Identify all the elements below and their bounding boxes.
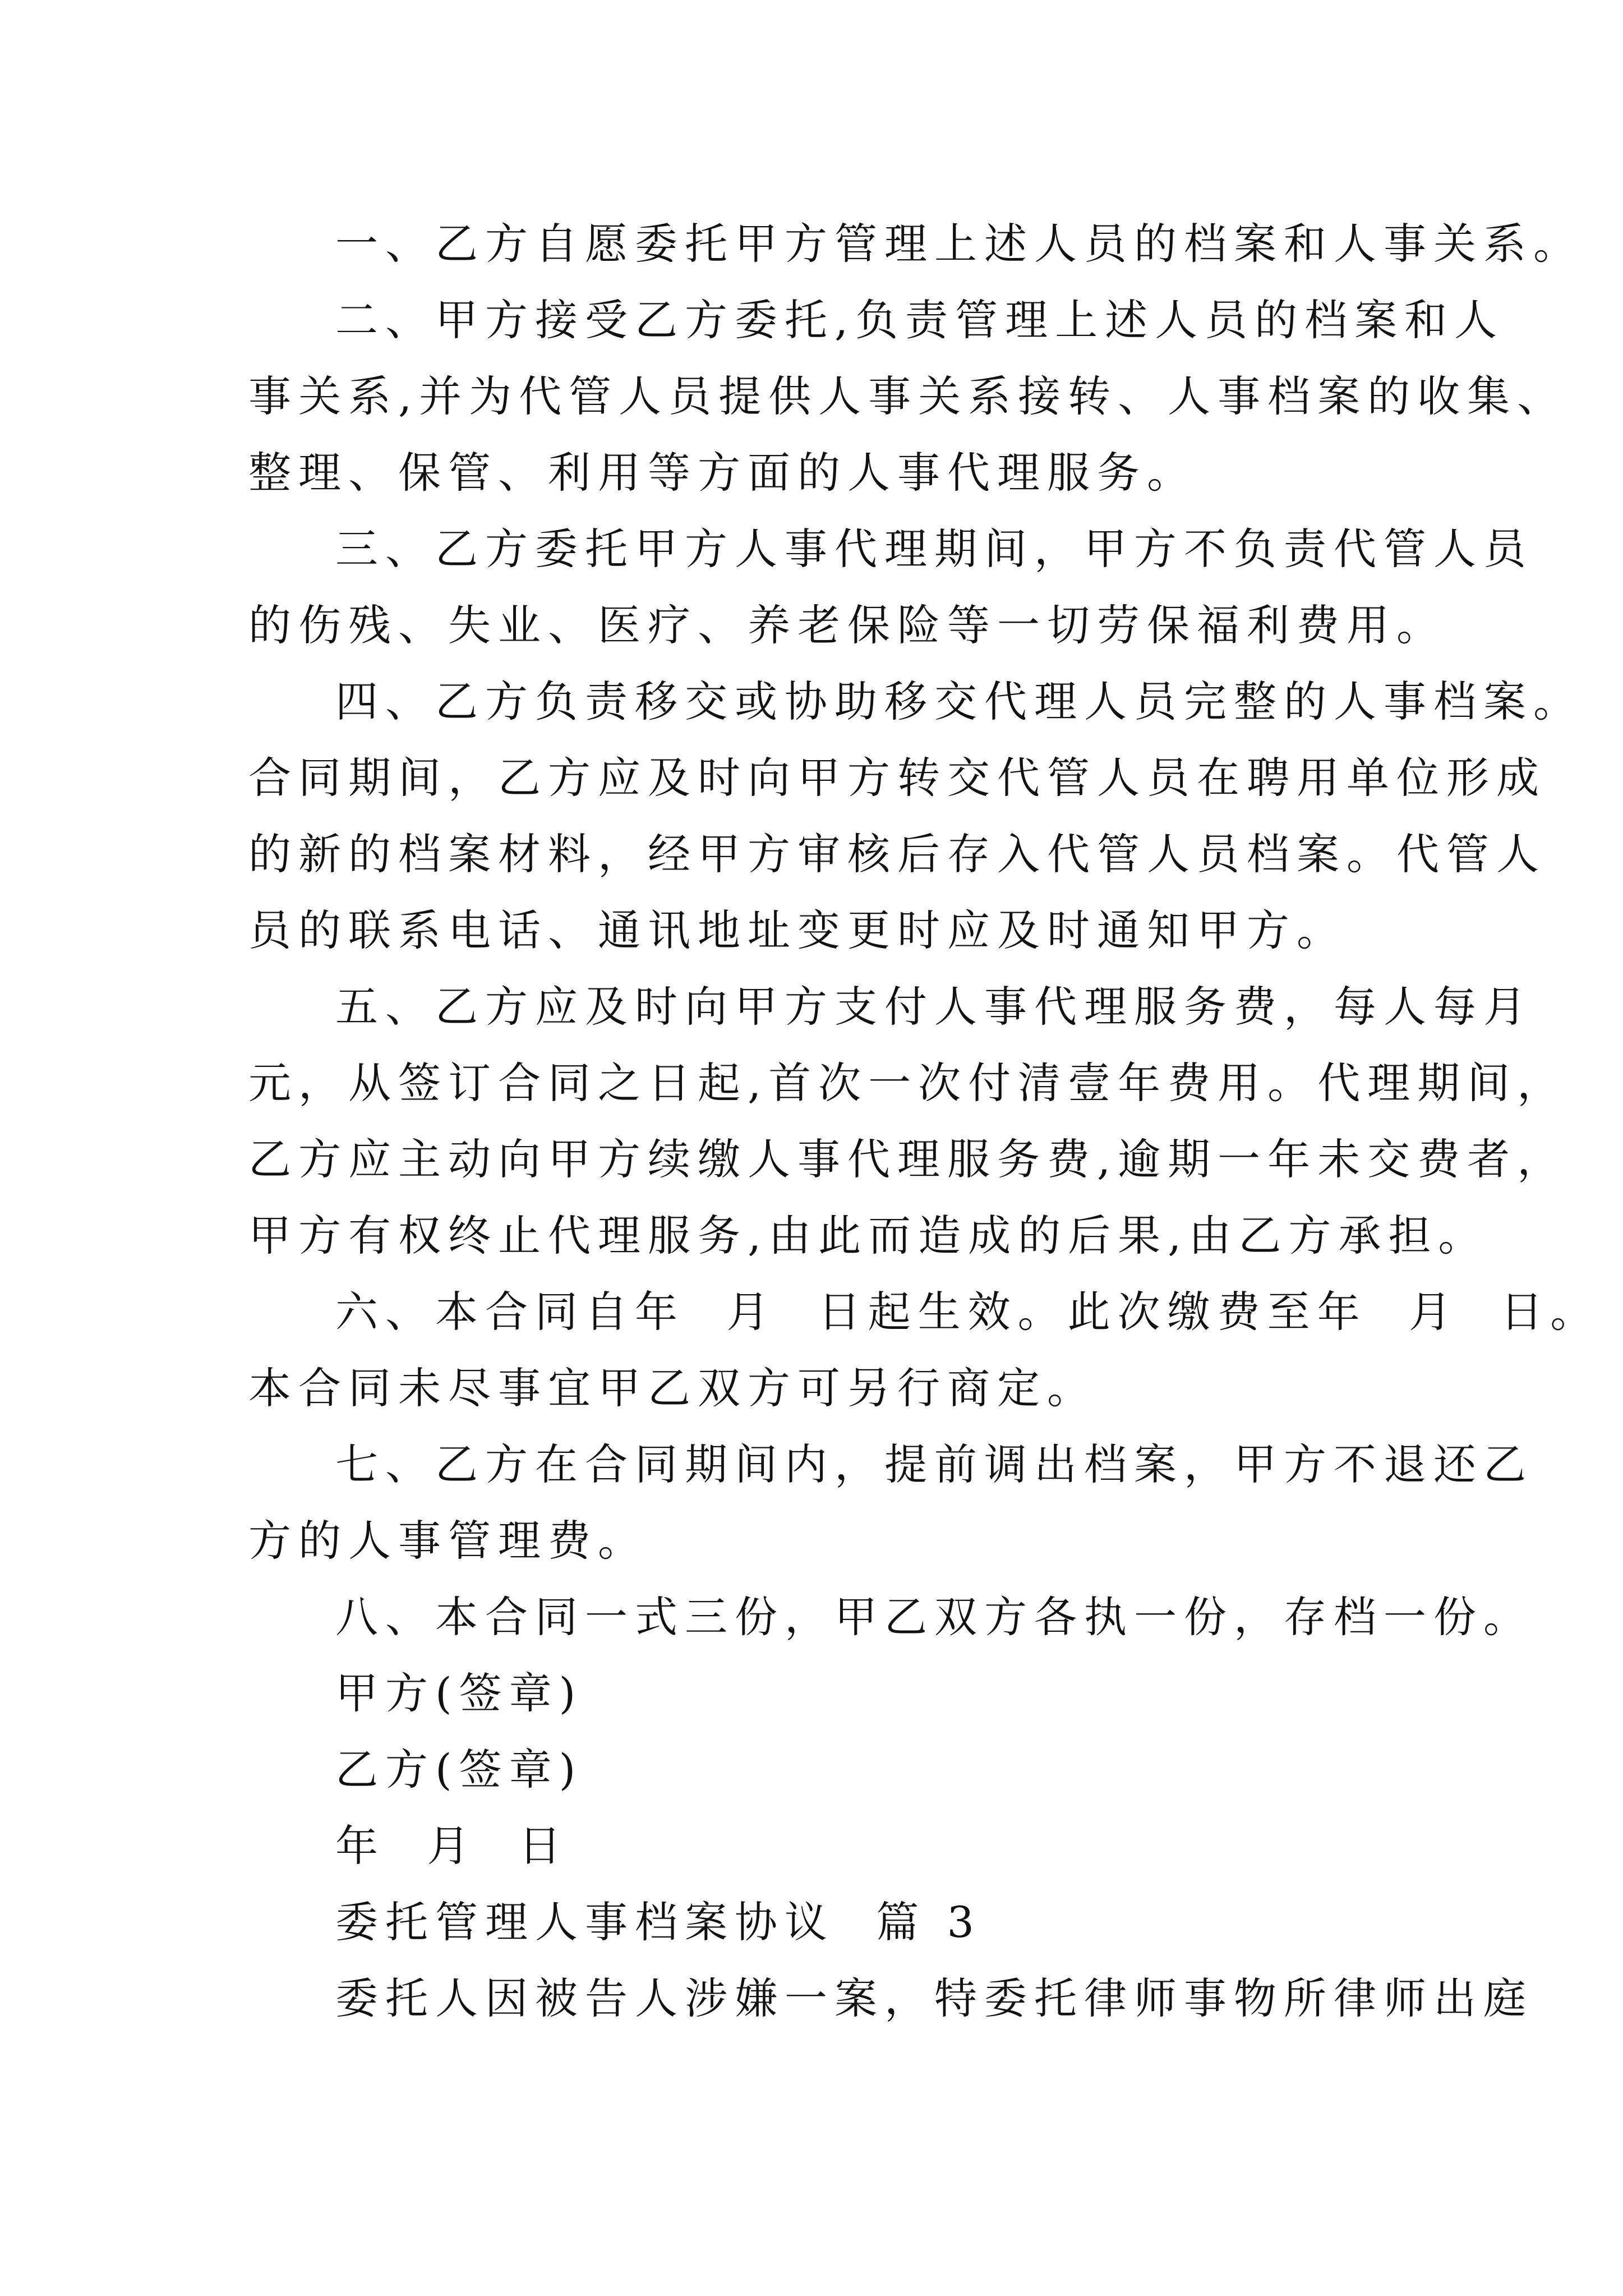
date-text: 年 月 日 bbox=[335, 1821, 569, 1871]
clause-8 bbox=[248, 1579, 1533, 1655]
paragraph-line: 元，从签订合同之日起,首次一次付清壹年费用。代理期间， bbox=[248, 1058, 1567, 1108]
paragraph-line: 八、本合同一式三份，甲乙双方各执一份，存档一份。 bbox=[335, 1592, 1533, 1642]
paragraph-line: 六、本合同自年 月 日起生效。此次缴费至年 月 日。 bbox=[335, 1287, 1601, 1337]
paragraph-line: 七、乙方在合同期间内，提前调出档案，甲方不退还乙 bbox=[335, 1439, 1533, 1489]
party-b-signature bbox=[248, 1732, 1415, 1808]
date-line bbox=[248, 1808, 1415, 1884]
paragraph-line: 事关系,并为代管人员提供人事关系接转、人事档案的收集、 bbox=[248, 371, 1567, 421]
clause-2 bbox=[248, 282, 1567, 511]
paragraph-line: 整理、保管、利用等方面的人事代理服务。 bbox=[248, 448, 1197, 498]
signature-line: 甲方(签章) bbox=[335, 1668, 583, 1718]
paragraph-line: 的新的档案材料，经甲方审核后存入代管人员档案。代管人 bbox=[248, 829, 1546, 879]
document-body bbox=[248, 206, 1601, 2037]
paragraph-line: 甲方有权终止代理服务,由此而造成的后果,由乙方承担。 bbox=[248, 1211, 1488, 1260]
clause-7 bbox=[248, 1427, 1533, 1579]
paragraph-line: 的伤残、失业、医疗、养老保险等一切劳保福利费用。 bbox=[248, 600, 1446, 650]
paragraph-line: 本合同未尽事宜甲乙双方可另行商定。 bbox=[248, 1363, 1097, 1413]
next-section-start bbox=[248, 1961, 1533, 2037]
paragraph-line: 方的人事管理费。 bbox=[248, 1516, 648, 1566]
clause-5 bbox=[248, 969, 1567, 1274]
party-a-signature bbox=[248, 1655, 1415, 1732]
paragraph-line: 乙方应主动向甲方续缴人事代理服务费,逾期一年未交费者， bbox=[248, 1134, 1567, 1184]
paragraph-line: 二、甲方接受乙方委托,负责管理上述人员的档案和人 bbox=[335, 295, 1505, 345]
clause-3 bbox=[248, 511, 1533, 664]
clause-6 bbox=[248, 1274, 1601, 1427]
paragraph-line: 四、乙方负责移交或协助移交代理人员完整的人事档案。 bbox=[335, 677, 1583, 726]
paragraph-line: 五、乙方应及时向甲方支付人事代理服务费，每人每月 bbox=[335, 982, 1533, 1032]
section-title bbox=[248, 1884, 1415, 1961]
clause-1 bbox=[248, 206, 1583, 282]
paragraph-line: 委托人因被告人涉嫌一案，特委托律师事物所律师出庭 bbox=[335, 1973, 1533, 2023]
clause-4 bbox=[248, 664, 1583, 969]
section-heading: 委托管理人事档案协议 篇 3 bbox=[335, 1897, 981, 1947]
paragraph-line: 合同期间，乙方应及时向甲方转交代管人员在聘用单位形成 bbox=[248, 753, 1546, 803]
paragraph-line: 一、乙方自愿委托甲方管理上述人员的档案和人事关系。 bbox=[335, 219, 1583, 269]
signature-line: 乙方(签章) bbox=[335, 1745, 583, 1795]
paragraph-line: 三、乙方委托甲方人事代理期间，甲方不负责代管人员 bbox=[335, 524, 1533, 574]
paragraph-line: 员的联系电话、通讯地址变更时应及时通知甲方。 bbox=[248, 905, 1347, 955]
